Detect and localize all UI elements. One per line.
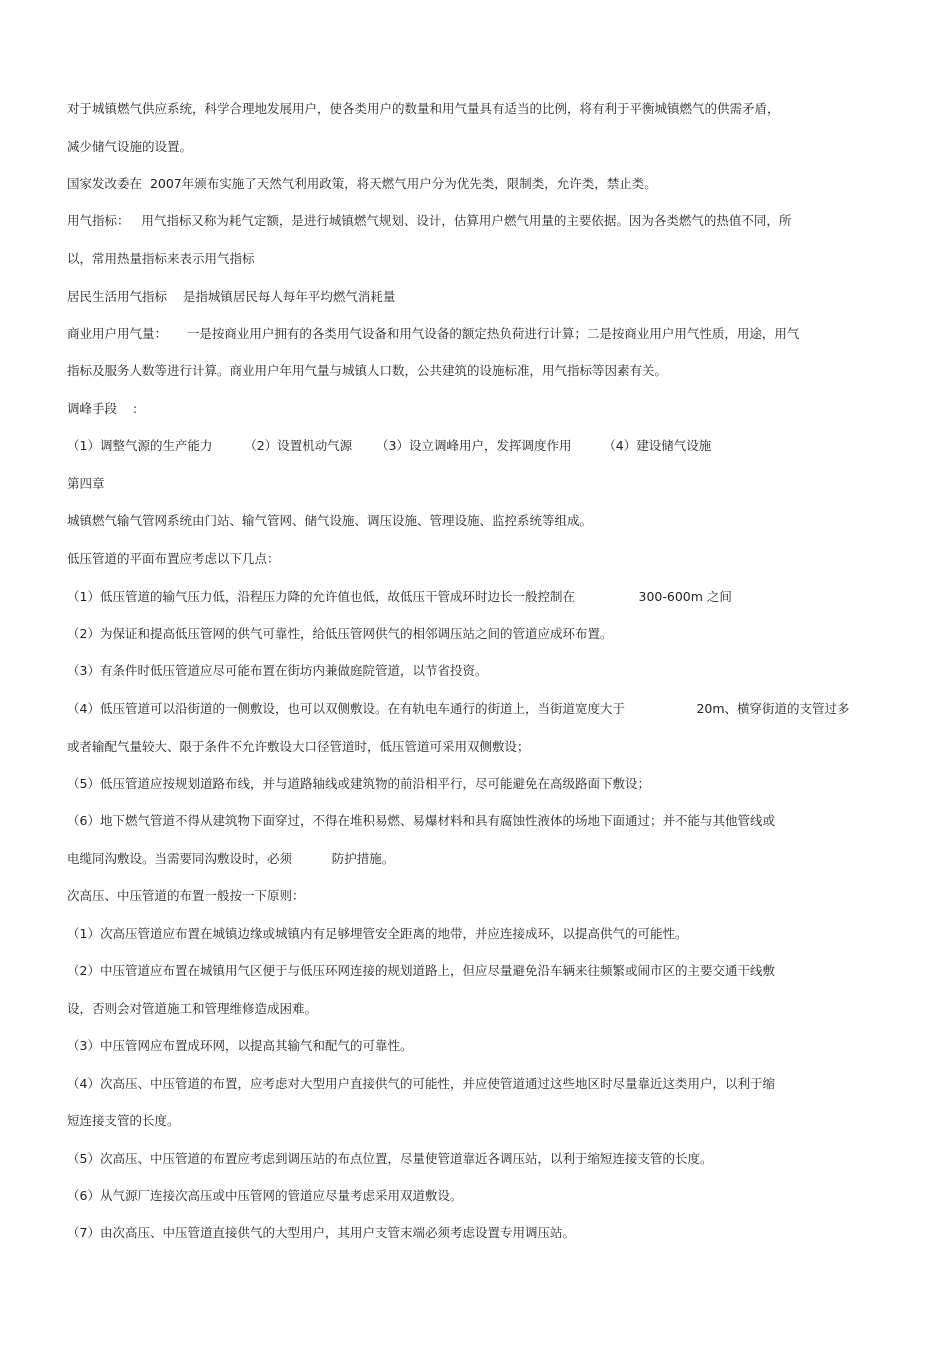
text-line: 设，否则会对管道施工和管理维修造成困难。 xyxy=(67,1001,318,1016)
text-line: （2）为保证和提高低压管网的供气可靠性，给低压管网供气的相邻调压站之间的管道应成环布置。 xyxy=(67,626,613,641)
text-line: （1）低压管道的输气压力低，沿程压力降的允许值也低，故低压干管成环时边长一般控制在 300-600m 之间 xyxy=(67,589,732,604)
text-line: 短连接支管的长度。 xyxy=(67,1113,180,1128)
text-line: 居民生活用气指标 是指城镇居民每人每年平均燃气消耗量 xyxy=(67,289,396,304)
text-line: 国家发改委在 2007年颁布实施了天然气利用政策，将天燃气用户分为优先类，限制类，允许类，禁止类。 xyxy=(67,176,657,191)
text-line: （5）次高压、中压管道的布置应考虑到调压站的布点位置，尽量使管道靠近各调压站，以利于缩短连接支管的长度。 xyxy=(67,1151,713,1166)
text-line: 减少储气设施的设置。 xyxy=(67,139,193,154)
text-line: 或者输配气量较大、限于条件不允许敷设大口径管道时，低压管道可采用双侧敷设； xyxy=(67,739,530,754)
text-line: 指标及服务人数等进行计算。商业用户年用气量与城镇人口数，公共建筑的设施标准，用气指标等因素有关。 xyxy=(67,363,668,378)
text-line: （2）中压管道应布置在城镇用气区便于与低压环网连接的规划道路上，但应尽量避免沿车辆来往频繁或闹市区的主要交通干线敷 xyxy=(67,963,775,978)
text-line: 用气指标： 用气指标又称为耗气定额，是进行城镇燃气规划、设计，估算用户燃气用量的主要依据。因为各类燃气的热值不同，所 xyxy=(67,213,792,228)
text-line: （3）中压管网应布置成环网，以提高其输气和配气的可靠性。 xyxy=(67,1038,413,1053)
text-line: 低压管道的平面布置应考虑以下几点： xyxy=(67,551,280,566)
text-line: 以，常用热量指标来表示用气指标 xyxy=(67,251,255,266)
text-line: （1）次高压管道应布置在城镇边缘或城镇内有足够埋管安全距离的地带，并应连接成环，以提高供气的可能性。 xyxy=(67,926,688,941)
text-line: 次高压、中压管道的布置一般按一下原则： xyxy=(67,888,305,903)
text-line: （1）调整气源的生产能力 （2）设置机动气源 （3）设立调峰用户，发挥调度作用 （4）建设储气设施 xyxy=(67,438,712,453)
text-line: （4）低压管道可以沿街道的一侧敷设，也可以双侧敷设。在有轨电车通行的街道上，当街道宽度大于 20m、横穿街道的支管过多 xyxy=(67,701,850,716)
text-line: （6）从气源厂连接次高压或中压管网的管道应尽量考虑采用双道敷设。 xyxy=(67,1188,463,1203)
text-line: （7）由次高压、中压管道直接供气的大型用户，其用户支管末端必须考虑设置专用调压站。 xyxy=(67,1225,575,1240)
text-line: （6）地下燃气管道不得从建筑物下面穿过，不得在堆积易燃、易爆材料和具有腐蚀性液体的场地下面通过；并不能与其他管线或 xyxy=(67,813,775,828)
text-line: 对于城镇燃气供应系统，科学合理地发展用户，使各类用户的数量和用气量具有适当的比例，将有利于平衡城镇燃气的供需矛盾， xyxy=(67,101,780,116)
text-line: 电缆同沟敷设。当需要同沟敷设时，必须 防护措施。 xyxy=(67,851,395,866)
text-line: 城镇燃气输气管网系统由门站、输气管网、储气设施、调压设施、管理设施、监控系统等组成。 xyxy=(67,513,593,528)
text-line: （5）低压管道应按规划道路布线，并与道路轴线或建筑物的前沿相平行，尽可能避免在高级路面下敷设； xyxy=(67,776,650,791)
chapter-heading: 第四章 xyxy=(67,476,105,491)
text-line: 调峰手段 : xyxy=(67,401,138,416)
text-line: 商业用户用气量： 一是按商业用户拥有的各类用气设备和用气设备的额定热负荷进行计算；二是按商业用户用气性质，用途，用气 xyxy=(67,326,800,341)
text-line: （3）有条件时低压管道应尽可能布置在街坊内兼做庭院管道，以节省投资。 xyxy=(67,663,488,678)
text-line: （4）次高压、中压管道的布置，应考虑对大型用户直接供气的可能性，并应使管道通过这些地区时尽量靠近这类用户，以利于缩 xyxy=(67,1076,775,1091)
